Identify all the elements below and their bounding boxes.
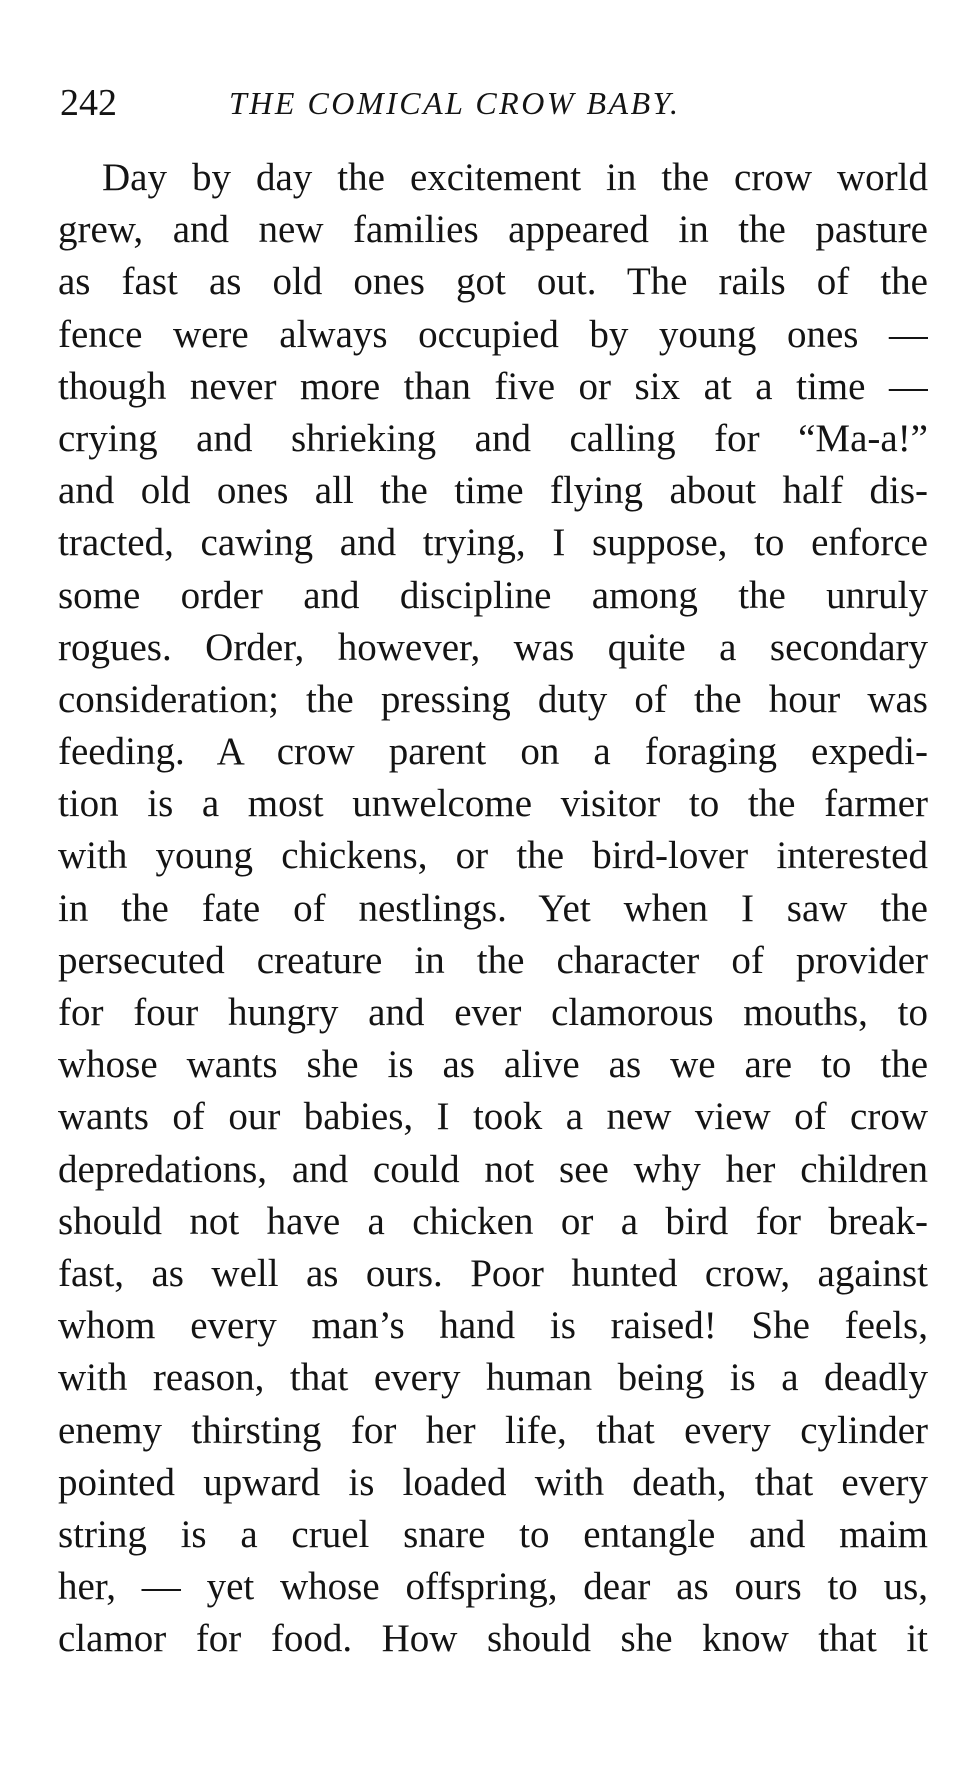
text-line: crying and shrieking and calling for “Ma-a!” [58, 416, 928, 460]
text-line: should not have a chicken or a bird for break- [58, 1199, 928, 1243]
text-line: grew, and new families appeared in the pasture [58, 208, 928, 252]
text-line: string is a cruel snare to entangle and maim [58, 1512, 928, 1556]
page-header [56, 78, 926, 128]
text-line: whose wants she is as alive as we are to the [58, 1043, 928, 1087]
text-line: for four hungry and ever clamorous mouths, to [58, 991, 928, 1034]
text-line: as fast as old ones got out. The rails of the [58, 260, 928, 304]
text-line: tracted, cawing and trying, I suppose, to enforce [58, 521, 928, 565]
text-line: feeding. A crow parent on a foraging expedi- [58, 730, 928, 774]
text-line: depredations, and could not see why her children [58, 1147, 928, 1191]
body-paragraph [58, 152, 928, 1665]
text-line: fast, as well as ours. Poor hunted crow, against [58, 1251, 928, 1295]
text-line: her, — yet whose offspring, dear as ours to us, [58, 1565, 928, 1609]
text-line: fence were always occupied by young ones — [58, 312, 928, 356]
text-line: consideration; the pressing duty of the hour was [58, 677, 928, 721]
text-line: and old ones all the time flying about half dis- [58, 469, 928, 513]
text-line: though never more than five or six at a time — [58, 364, 928, 408]
text-line: whom every man’s hand is raised! She feels, [58, 1304, 928, 1348]
text-line: with reason, that every human being is a deadly [58, 1356, 928, 1400]
text-line: persecuted creature in the character of provider [58, 938, 928, 982]
page-number: 242 [60, 82, 117, 124]
text-line: rogues. Order, however, was quite a secondary [58, 625, 928, 669]
text-line: wants of our babies, I took a new view of crow [58, 1095, 928, 1139]
text-line: enemy thirsting for her life, that every cylinder [58, 1408, 928, 1452]
text-line: some order and discipline among the unruly [58, 573, 928, 617]
text-line: with young chickens, or the bird-lover interested [58, 834, 928, 878]
running-title: THE COMICAL CROW BABY. [229, 85, 681, 121]
text-line: in the fate of nestlings. Yet when I saw the [58, 886, 928, 930]
text-line: clamor for food. How should she know that it [58, 1617, 928, 1661]
text-line: Day by day the excitement in the crow world [102, 156, 928, 199]
text-line: tion is a most unwelcome visitor to the farmer [58, 782, 928, 826]
text-line: pointed upward is loaded with death, that every [58, 1460, 928, 1504]
